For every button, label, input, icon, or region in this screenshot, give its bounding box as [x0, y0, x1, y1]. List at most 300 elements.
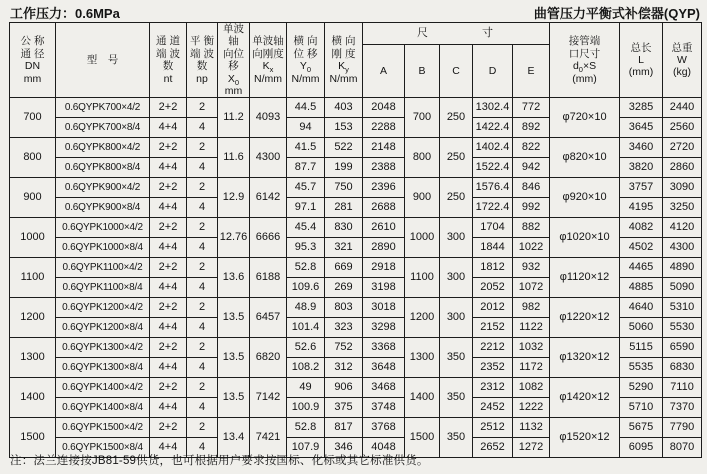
header-unit: mm	[224, 84, 243, 97]
cell-a: 2688	[363, 198, 405, 218]
cell-nt: 4+4	[150, 118, 187, 138]
cell-b: 800	[405, 138, 440, 178]
cell-a: 3018	[363, 298, 405, 318]
table-row	[10, 258, 702, 278]
cell-y0: 94	[287, 118, 325, 138]
cell-np: 2	[187, 218, 218, 238]
cell-w: 6590	[663, 338, 702, 358]
cell-nt: 4+4	[150, 158, 187, 178]
cell-w: 7110	[663, 378, 702, 398]
cell-w: 2560	[663, 118, 702, 138]
cell-model: 0.6QYPK700×4/2	[56, 98, 150, 118]
cell-model: 0.6QYPK700×8/4	[56, 118, 150, 138]
header-unit: (mm)	[572, 72, 597, 85]
cell-l: 3460	[620, 138, 663, 158]
cell-nt: 4+4	[150, 198, 187, 218]
cell-a: 3468	[363, 378, 405, 398]
cell-np: 2	[187, 378, 218, 398]
cell-d: 1844	[473, 238, 513, 258]
cell-ky: 750	[325, 178, 363, 198]
cell-y0: 97.1	[287, 198, 325, 218]
cell-e: 1222	[513, 398, 550, 418]
cell-port: φ1020×10	[550, 218, 620, 258]
header-dim-d: D	[473, 44, 513, 97]
header-line: 公 称	[20, 35, 45, 48]
cell-a: 3298	[363, 318, 405, 338]
cell-l: 4465	[620, 258, 663, 278]
table-row	[10, 298, 702, 318]
cell-d: 1722.4	[473, 198, 513, 218]
cell-l: 5290	[620, 378, 663, 398]
cell-y0: 107.9	[287, 438, 325, 458]
header-unit: N/mm	[329, 72, 358, 85]
cell-x0: 13.5	[218, 298, 250, 338]
cell-e: 1132	[513, 418, 550, 438]
spec-table	[9, 22, 702, 458]
cell-d: 1522.4	[473, 158, 513, 178]
cell-d: 2212	[473, 338, 513, 358]
cell-model: 0.6QYPK1300×8/4	[56, 358, 150, 378]
symbol-sub: 0	[234, 77, 240, 87]
cell-y0: 45.7	[287, 178, 325, 198]
cell-ky: 199	[325, 158, 363, 178]
cell-ky: 817	[325, 418, 363, 438]
cell-w: 4120	[663, 218, 702, 238]
header-line: 平 衡	[190, 35, 214, 48]
cell-e: 1082	[513, 378, 550, 398]
header-line: 单波轴	[252, 35, 284, 48]
cell-ky: 153	[325, 118, 363, 138]
cell-l: 6095	[620, 438, 663, 458]
cell-l: 5535	[620, 358, 663, 378]
header-line: 横 向	[293, 35, 318, 48]
header-symbol: W	[677, 53, 687, 66]
cell-np: 4	[187, 278, 218, 298]
header-unit: (kg)	[672, 66, 692, 79]
cell-w: 5090	[663, 278, 702, 298]
cell-model: 0.6QYPK800×4/2	[56, 138, 150, 158]
cell-a: 2610	[363, 218, 405, 238]
header-line: 数	[196, 60, 208, 73]
cell-ky: 403	[325, 98, 363, 118]
header-port	[550, 23, 620, 98]
cell-np: 2	[187, 338, 218, 358]
cell-np: 4	[187, 398, 218, 418]
cell-np: 4	[187, 238, 218, 258]
cell-np: 2	[187, 418, 218, 438]
cell-l: 5675	[620, 418, 663, 438]
cell-ky: 803	[325, 298, 363, 318]
header-x0	[218, 23, 250, 98]
cell-w: 5530	[663, 318, 702, 338]
cell-kx: 4093	[250, 98, 287, 138]
cell-w: 7790	[663, 418, 702, 438]
cell-b: 900	[405, 178, 440, 218]
cell-w: 2440	[663, 98, 702, 118]
cell-a: 3748	[363, 398, 405, 418]
cell-nt: 2+2	[150, 178, 187, 198]
cell-model: 0.6QYPK1200×4/2	[56, 298, 150, 318]
symbol-sub: 0	[306, 65, 312, 75]
cell-l: 5710	[620, 398, 663, 418]
header-line: mm	[23, 72, 42, 85]
header-ky	[325, 23, 363, 98]
header-line: 接管端	[568, 35, 601, 48]
cell-a: 2048	[363, 98, 405, 118]
cell-d: 2312	[473, 378, 513, 398]
cell-dn: 900	[10, 178, 56, 218]
cell-kx: 6457	[250, 298, 287, 338]
cell-nt: 2+2	[150, 418, 187, 438]
header-dim-e: E	[513, 44, 550, 97]
cell-l: 4640	[620, 298, 663, 318]
table-row	[10, 178, 702, 198]
cell-d: 2152	[473, 318, 513, 338]
header-line: 数	[162, 60, 174, 73]
cell-x0: 12.9	[218, 178, 250, 218]
cell-x0: 13.4	[218, 418, 250, 458]
header-line: 总重	[671, 41, 693, 54]
cell-ky: 752	[325, 338, 363, 358]
header-line: 通 径	[20, 47, 45, 60]
cell-c: 350	[440, 338, 473, 378]
cell-model: 0.6QYPK1200×8/4	[56, 318, 150, 338]
cell-nt: 2+2	[150, 338, 187, 358]
cell-c: 350	[440, 378, 473, 418]
cell-y0: 45.4	[287, 218, 325, 238]
cell-kx: 6188	[250, 258, 287, 298]
header-dim-a: A	[363, 44, 405, 97]
header-kx	[250, 23, 287, 98]
header-line: 总长	[630, 41, 652, 54]
header-line: 单波轴	[223, 23, 244, 48]
cell-x0: 13.5	[218, 338, 250, 378]
cell-nt: 4+4	[150, 318, 187, 338]
cell-port: φ1420×12	[550, 378, 620, 418]
cell-nt: 2+2	[150, 258, 187, 278]
table-row	[10, 138, 702, 158]
table-row	[10, 418, 702, 438]
cell-ky: 281	[325, 198, 363, 218]
cell-a: 2396	[363, 178, 405, 198]
cell-ky: 669	[325, 258, 363, 278]
cell-ky: 269	[325, 278, 363, 298]
cell-y0: 52.8	[287, 258, 325, 278]
cell-nt: 4+4	[150, 438, 187, 458]
cell-model: 0.6QYPK1100×8/4	[56, 278, 150, 298]
cell-a: 3648	[363, 358, 405, 378]
cell-c: 350	[440, 418, 473, 458]
cell-kx: 6666	[250, 218, 287, 258]
cell-e: 822	[513, 138, 550, 158]
cell-x0: 12.76	[218, 218, 250, 258]
cell-c: 300	[440, 218, 473, 258]
header-line: 口尺寸	[568, 47, 601, 60]
cell-e: 1032	[513, 338, 550, 358]
cell-e: 892	[513, 118, 550, 138]
cell-dn: 1400	[10, 378, 56, 418]
cell-np: 2	[187, 298, 218, 318]
symbol-main: X	[227, 72, 235, 85]
cell-port: φ1520×12	[550, 418, 620, 458]
cell-x0: 11.2	[218, 98, 250, 138]
cell-e: 942	[513, 158, 550, 178]
cell-d: 2452	[473, 398, 513, 418]
cell-d: 1812	[473, 258, 513, 278]
cell-d: 2352	[473, 358, 513, 378]
cell-x0: 13.5	[218, 378, 250, 418]
cell-w: 6830	[663, 358, 702, 378]
cell-port: φ1220×12	[550, 298, 620, 338]
cell-np: 4	[187, 198, 218, 218]
cell-d: 1704	[473, 218, 513, 238]
cell-dn: 800	[10, 138, 56, 178]
pressure-label: 工作压力：0.6MPa	[10, 6, 120, 21]
cell-c: 250	[440, 138, 473, 178]
cell-l: 4195	[620, 198, 663, 218]
cell-e: 772	[513, 98, 550, 118]
cell-ky: 312	[325, 358, 363, 378]
cell-e: 982	[513, 298, 550, 318]
cell-np: 2	[187, 178, 218, 198]
table-row	[10, 98, 702, 118]
cell-y0: 87.7	[287, 158, 325, 178]
footnote: 注：法兰连接按JB81-59供货，也可根据用户要求按国标、化标或其它标准供货。	[10, 455, 429, 467]
header-symbol	[550, 60, 619, 75]
cell-l: 5060	[620, 318, 663, 338]
cell-w: 4890	[663, 258, 702, 278]
cell-model: 0.6QYPK1000×4/2	[56, 218, 150, 238]
header-line: DN	[24, 60, 41, 73]
cell-c: 300	[440, 258, 473, 298]
cell-w: 3250	[663, 198, 702, 218]
cell-a: 3768	[363, 418, 405, 438]
cell-y0: 52.6	[287, 338, 325, 358]
header-unit: (mm)	[628, 66, 654, 79]
symbol-main: K	[262, 60, 270, 73]
header-line: 横 向	[331, 35, 356, 48]
header-y0	[287, 23, 325, 98]
cell-nt: 2+2	[150, 98, 187, 118]
cell-w: 3090	[663, 178, 702, 198]
cell-e: 1122	[513, 318, 550, 338]
cell-d: 1576.4	[473, 178, 513, 198]
cell-w: 4300	[663, 238, 702, 258]
header-symbol: L	[638, 53, 644, 66]
header-symbol	[250, 60, 286, 75]
symbol-main: Y	[299, 60, 307, 73]
cell-kx: 6820	[250, 338, 287, 378]
header-row-1	[10, 23, 702, 45]
cell-dn: 1100	[10, 258, 56, 298]
cell-e: 882	[513, 218, 550, 238]
cell-model: 0.6QYPK1000×8/4	[56, 238, 150, 258]
cell-model: 0.6QYPK900×8/4	[56, 198, 150, 218]
cell-nt: 4+4	[150, 278, 187, 298]
cell-model: 0.6QYPK900×4/2	[56, 178, 150, 198]
title-bar	[10, 3, 700, 22]
symbol-sub: 0	[578, 65, 583, 75]
cell-np: 2	[187, 98, 218, 118]
cell-a: 2288	[363, 118, 405, 138]
header-line: 向刚度	[252, 47, 284, 60]
cell-np: 4	[187, 318, 218, 338]
header-dn	[10, 23, 56, 98]
cell-d: 2512	[473, 418, 513, 438]
cell-b: 1300	[405, 338, 440, 378]
cell-y0: 108.2	[287, 358, 325, 378]
table-row	[10, 338, 702, 358]
cell-port: φ720×10	[550, 98, 620, 138]
cell-a: 2890	[363, 238, 405, 258]
header-line: 位 移	[293, 47, 318, 60]
cell-model: 0.6QYPK1300×4/2	[56, 338, 150, 358]
cell-nt: 4+4	[150, 358, 187, 378]
cell-y0: 49	[287, 378, 325, 398]
cell-dn: 1000	[10, 218, 56, 258]
cell-model: 0.6QYPK1100×4/2	[56, 258, 150, 278]
header-line: 通 道	[156, 35, 180, 48]
header-line: 向位移	[223, 47, 244, 73]
table-row	[10, 218, 702, 238]
header-line: 端 波	[156, 47, 180, 60]
cell-y0: 52.8	[287, 418, 325, 438]
cell-l: 5115	[620, 338, 663, 358]
cell-np: 4	[187, 118, 218, 138]
cell-e: 992	[513, 198, 550, 218]
header-line: np	[196, 72, 208, 85]
cell-ky: 321	[325, 238, 363, 258]
cell-c: 300	[440, 298, 473, 338]
header-size-group: 尺 寸	[363, 23, 550, 45]
header-symbol	[325, 60, 362, 75]
header-unit: N/mm	[254, 72, 282, 85]
cell-x0: 11.6	[218, 138, 250, 178]
cell-model: 0.6QYPK1400×8/4	[56, 398, 150, 418]
cell-nt: 4+4	[150, 238, 187, 258]
cell-y0: 48.9	[287, 298, 325, 318]
cell-y0: 109.6	[287, 278, 325, 298]
header-dim-c: C	[440, 44, 473, 97]
cell-nt: 2+2	[150, 298, 187, 318]
cell-e: 1172	[513, 358, 550, 378]
cell-e: 1072	[513, 278, 550, 298]
cell-e: 1272	[513, 438, 550, 458]
cell-np: 2	[187, 258, 218, 278]
cell-ky: 906	[325, 378, 363, 398]
header-dim-b: B	[405, 44, 440, 97]
cell-model: 0.6QYPK1500×4/2	[56, 418, 150, 438]
cell-b: 1000	[405, 218, 440, 258]
cell-l: 4885	[620, 278, 663, 298]
cell-np: 2	[187, 138, 218, 158]
cell-w: 5310	[663, 298, 702, 318]
cell-kx: 6142	[250, 178, 287, 218]
header-unit: N/mm	[291, 72, 320, 85]
cell-ky: 346	[325, 438, 363, 458]
table-row	[10, 378, 702, 398]
cell-dn: 1300	[10, 338, 56, 378]
cell-np: 4	[187, 358, 218, 378]
cell-a: 2148	[363, 138, 405, 158]
cell-kx: 4300	[250, 138, 287, 178]
header-np	[187, 23, 218, 98]
cell-y0: 95.3	[287, 238, 325, 258]
cell-a: 2918	[363, 258, 405, 278]
cell-a: 3368	[363, 338, 405, 358]
cell-kx: 7421	[250, 418, 287, 458]
cell-b: 1400	[405, 378, 440, 418]
cell-w: 2720	[663, 138, 702, 158]
cell-x0: 13.6	[218, 258, 250, 298]
cell-l: 3285	[620, 98, 663, 118]
cell-w: 7370	[663, 398, 702, 418]
cell-nt: 2+2	[150, 138, 187, 158]
cell-w: 8070	[663, 438, 702, 458]
cell-b: 1200	[405, 298, 440, 338]
cell-ky: 375	[325, 398, 363, 418]
cell-b: 1100	[405, 258, 440, 298]
cell-np: 4	[187, 158, 218, 178]
cell-d: 1402.4	[473, 138, 513, 158]
header-symbol	[218, 73, 249, 85]
cell-ky: 830	[325, 218, 363, 238]
cell-port: φ1120×12	[550, 258, 620, 298]
cell-d: 2052	[473, 278, 513, 298]
cell-port: φ1320×12	[550, 338, 620, 378]
page-title: 曲管压力平衡式补偿器(QYP)	[533, 6, 700, 21]
cell-d: 2012	[473, 298, 513, 318]
cell-y0: 44.5	[287, 98, 325, 118]
cell-d: 1422.4	[473, 118, 513, 138]
cell-e: 846	[513, 178, 550, 198]
header-line: nt	[163, 72, 173, 85]
cell-e: 932	[513, 258, 550, 278]
cell-ky: 522	[325, 138, 363, 158]
cell-w: 2860	[663, 158, 702, 178]
cell-l: 3820	[620, 158, 663, 178]
header-length	[620, 23, 663, 98]
cell-y0: 41.5	[287, 138, 325, 158]
cell-dn: 1500	[10, 418, 56, 458]
header-model: 型 号	[56, 23, 150, 98]
header-symbol	[287, 60, 324, 75]
cell-e: 1022	[513, 238, 550, 258]
cell-a: 4048	[363, 438, 405, 458]
header-line: 端 波	[190, 47, 214, 60]
cell-d: 1302.4	[473, 98, 513, 118]
cell-model: 0.6QYPK800×8/4	[56, 158, 150, 178]
cell-l: 4502	[620, 238, 663, 258]
cell-l: 3645	[620, 118, 663, 138]
cell-nt: 2+2	[150, 218, 187, 238]
cell-np: 4	[187, 438, 218, 458]
symbol-sub: y	[345, 65, 349, 75]
cell-l: 4082	[620, 218, 663, 238]
cell-a: 3198	[363, 278, 405, 298]
cell-model: 0.6QYPK1400×4/2	[56, 378, 150, 398]
cell-port: φ920×10	[550, 178, 620, 218]
symbol-sub: x	[269, 65, 274, 75]
cell-port: φ820×10	[550, 138, 620, 178]
cell-c: 250	[440, 178, 473, 218]
cell-kx: 7142	[250, 378, 287, 418]
symbol-main: K	[338, 60, 346, 73]
cell-l: 3757	[620, 178, 663, 198]
cell-a: 2388	[363, 158, 405, 178]
cell-model: 0.6QYPK1500×8/4	[56, 438, 150, 458]
cell-nt: 4+4	[150, 398, 187, 418]
